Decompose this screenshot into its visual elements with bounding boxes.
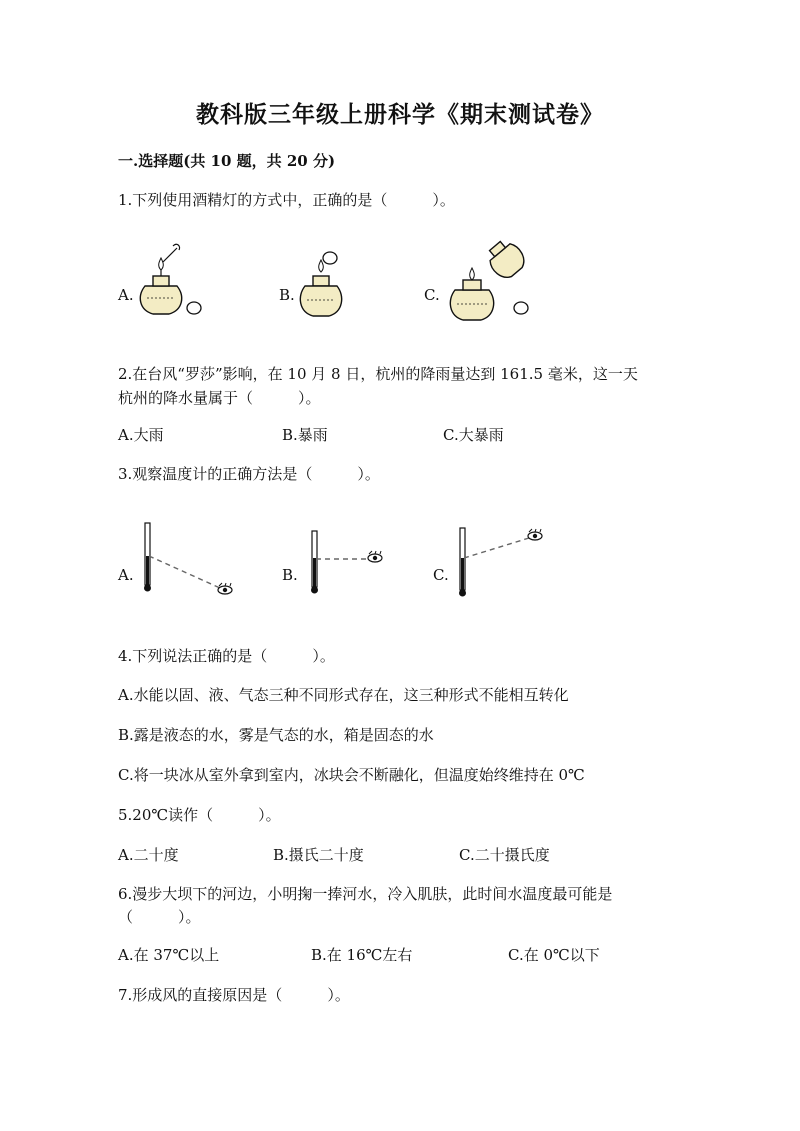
q5-option-c: C.二十摄氏度: [459, 846, 550, 864]
q6-option-b: B.在 16℃左右: [311, 946, 413, 964]
question-1-stem: 1.下列使用酒精灯的方式中，正确的是（ ）。: [118, 191, 455, 209]
q2-option-a: A.大雨: [118, 426, 164, 444]
thermometer-figure-b: [307, 528, 397, 598]
q3-option-c-label: C.: [433, 566, 449, 584]
lamp-neck: [313, 276, 329, 286]
q1-option-a-label: A.: [118, 286, 134, 304]
q4-option-a: A.水能以固、液、气态三种不同形式存在，这三种形式不能相互转化: [118, 686, 569, 704]
flame-icon: [159, 258, 164, 270]
eye-icon: [218, 583, 232, 594]
flame-icon: [470, 268, 475, 280]
eye-icon: [528, 529, 542, 540]
q2-option-c: C.大暴雨: [443, 426, 504, 444]
lamp-neck: [153, 276, 169, 286]
question-4-stem: 4.下列说法正确的是（ ）。: [118, 647, 335, 665]
lamp-body: [140, 286, 181, 314]
alcohol-lamp-figure-b: [293, 248, 353, 320]
thermometer-figure-c: [455, 520, 555, 600]
q3-option-a-label: A.: [118, 566, 134, 584]
eye-icon: [368, 551, 382, 562]
question-7-stem: 7.形成风的直接原因是（ ）。: [118, 986, 350, 1004]
question-3-stem: 3.观察温度计的正确方法是（ ）。: [118, 465, 380, 483]
lamp-cap: [187, 302, 201, 314]
match-icon: [163, 244, 180, 262]
question-2-stem-line2: 杭州的降水量属于（ ）。: [118, 389, 321, 407]
question-6-stem-line1: 6.漫步大坝下的河边，小明掬一捧河水，冷入肌肤，此时间水温度最可能是: [118, 885, 613, 903]
q5-option-b: B.摄氏二十度: [273, 846, 364, 864]
sight-line: [464, 538, 529, 558]
q1-option-b-label: B.: [279, 286, 295, 304]
thermometer-bulb: [144, 585, 151, 592]
q4-option-c: C.将一块冰从室外拿到室内，冰块会不断融化，但温度始终维持在 0℃: [118, 766, 585, 784]
question-2-stem-line1: 2.在台风“罗莎”影响，在 10 月 8 日，杭州的降雨量达到 161.5 毫米，这一天: [118, 365, 638, 383]
q6-option-c: C.在 0℃以下: [508, 946, 600, 964]
section-heading: 一.选择题(共 10 题，共 20 分): [118, 152, 336, 170]
thermometer-bulb: [311, 587, 318, 594]
q5-option-a: A.二十度: [118, 846, 179, 864]
q2-option-b: B.暴雨: [282, 426, 328, 444]
q6-option-a: A.在 37℃以上: [118, 946, 220, 964]
alcohol-lamp-figure-a: [133, 240, 213, 320]
sight-line: [149, 556, 220, 588]
q4-option-b: B.露是液态的水，雾是气态的水，箱是固态的水: [118, 726, 434, 744]
q1-option-c-label: C.: [424, 286, 440, 304]
question-5-stem: 5.20℃读作（ ）。: [118, 806, 281, 824]
flame-icon: [319, 260, 324, 272]
thermometer-bulb: [459, 590, 466, 597]
lamp-cap: [323, 252, 337, 264]
page-title: 教科版三年级上册科学《期末测试卷》: [196, 101, 604, 128]
q3-option-b-label: B.: [282, 566, 298, 584]
thermometer-figure-a: [140, 520, 240, 600]
lamp-body: [450, 290, 493, 320]
lamp-cap: [514, 302, 528, 314]
alcohol-lamp-figure-c: [445, 240, 535, 322]
lamp-body: [300, 286, 341, 316]
lamp-neck: [463, 280, 481, 290]
question-6-stem-line2: （ ）。: [118, 908, 201, 926]
